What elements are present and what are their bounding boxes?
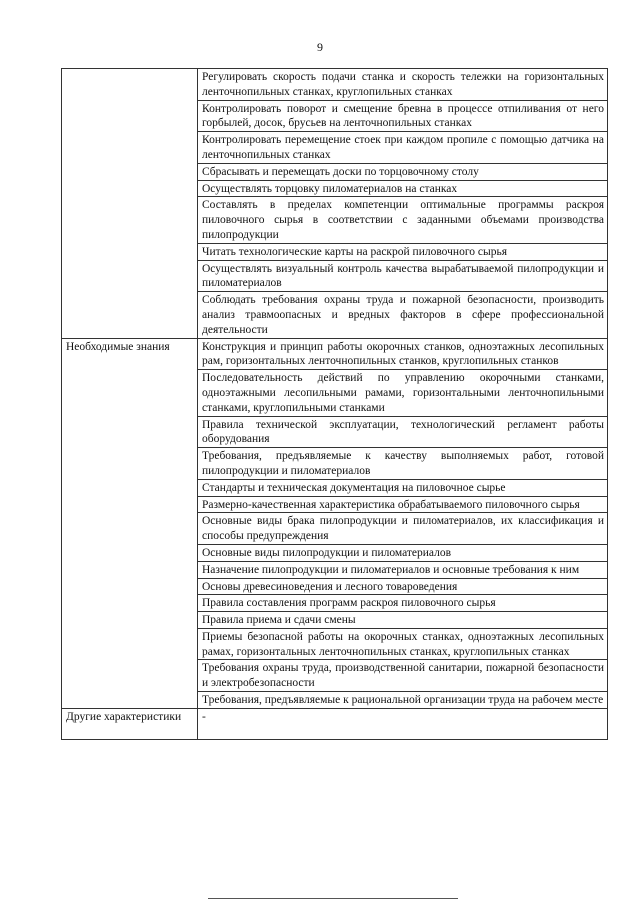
row-label-cell — [62, 708, 198, 739]
row-label-cell — [62, 338, 198, 708]
row-items-cell — [198, 708, 608, 739]
row-label-cell — [62, 69, 198, 339]
list-item: Приемы безопасной работы на окорочных станках, одноэтажных лесопильных рамах, горизонтальных ленточнопильных станках, круглопильных станках — [198, 629, 607, 661]
list-item: Требования, предъявляемые к качеству выполняемых работ, готовой пилопродукции и пиломатериалов — [198, 448, 607, 480]
row-items-cell — [198, 338, 608, 708]
list-item: Составлять в пределах компетенции оптимальные программы раскроя пиловочного сырья в соответствии с заданными объемами производства пилопродукции — [198, 197, 607, 243]
list-item: Осуществлять торцовку пиломатериалов на станках — [198, 181, 607, 198]
list-item: Требования, предъявляемые к рациональной организации труда на рабочем месте — [202, 694, 604, 707]
table-row — [62, 338, 608, 708]
list-item: Соблюдать требования охраны труда и пожарной безопасности, производить анализ травмоопасных и вредных факторов в сфере профессиональной деятельности — [202, 294, 604, 336]
list-item: Назначение пилопродукции и пиломатериалов и основные требования к ним — [198, 562, 607, 579]
list-item: Последовательность действий по управлению окорочными станками, одноэтажными лесопильными рамами, горизонтальными ленточнопильными станками, круглопильными станками — [198, 370, 607, 416]
row-items-cell — [198, 69, 608, 339]
list-item: Конструкция и принцип работы окорочных станков, одноэтажных лесопильных рам, горизонтальных ленточнопильных станков, круглопильных станков — [198, 339, 607, 371]
list-item: Основные виды брака пилопродукции и пиломатериалов, их классификация и способы предупреждения — [198, 513, 607, 545]
footer-line — [208, 898, 458, 899]
list-item: Осуществлять визуальный контроль качества вырабатываемой пилопродукции и пиломатериалов — [198, 261, 607, 293]
row-label — [66, 69, 194, 70]
list-item: Сбрасывать и перемещать доски по торцовочному столу — [198, 164, 607, 181]
list-item: Контролировать перемещение стоек при каждом пропиле с помощью датчика на ленточнопильных станках — [198, 132, 607, 164]
list-item: Основы древесиноведения и лесного товароведения — [198, 579, 607, 596]
list-item: Регулировать скорость подачи станка и скорость тележки на горизонтальных ленточнопильных станках, круглопильных станках — [198, 69, 607, 101]
page-number: 9 — [317, 40, 323, 54]
table-row — [62, 708, 608, 739]
row-label: Другие характеристики — [66, 710, 182, 723]
requirements-table — [61, 68, 608, 740]
list-item: Правила технической эксплуатации, технологический регламент работы оборудования — [198, 417, 607, 449]
list-item: Требования охраны труда, производственной санитарии, пожарной безопасности и электробезопасности — [198, 660, 607, 692]
list-item: Правила составления программ раскроя пиловочного сырья — [198, 595, 607, 612]
table-row — [62, 69, 608, 339]
list-item: Основные виды пилопродукции и пиломатериалов — [198, 545, 607, 562]
list-item: - — [202, 710, 206, 723]
row-label: Необходимые знания — [66, 340, 170, 353]
list-item: Стандарты и техническая документация на пиловочное сырье — [198, 480, 607, 497]
list-item: Размерно-качественная характеристика обрабатываемого пиловочного сырья — [198, 497, 607, 514]
list-item: Правила приема и сдачи смены — [198, 612, 607, 629]
list-item: Контролировать поворот и смещение бревна в процессе отпиливания от него горбылей, досок, брусьев на ленточнопильных станках — [198, 101, 607, 133]
list-item: Читать технологические карты на раскрой пиловочного сырья — [198, 244, 607, 261]
